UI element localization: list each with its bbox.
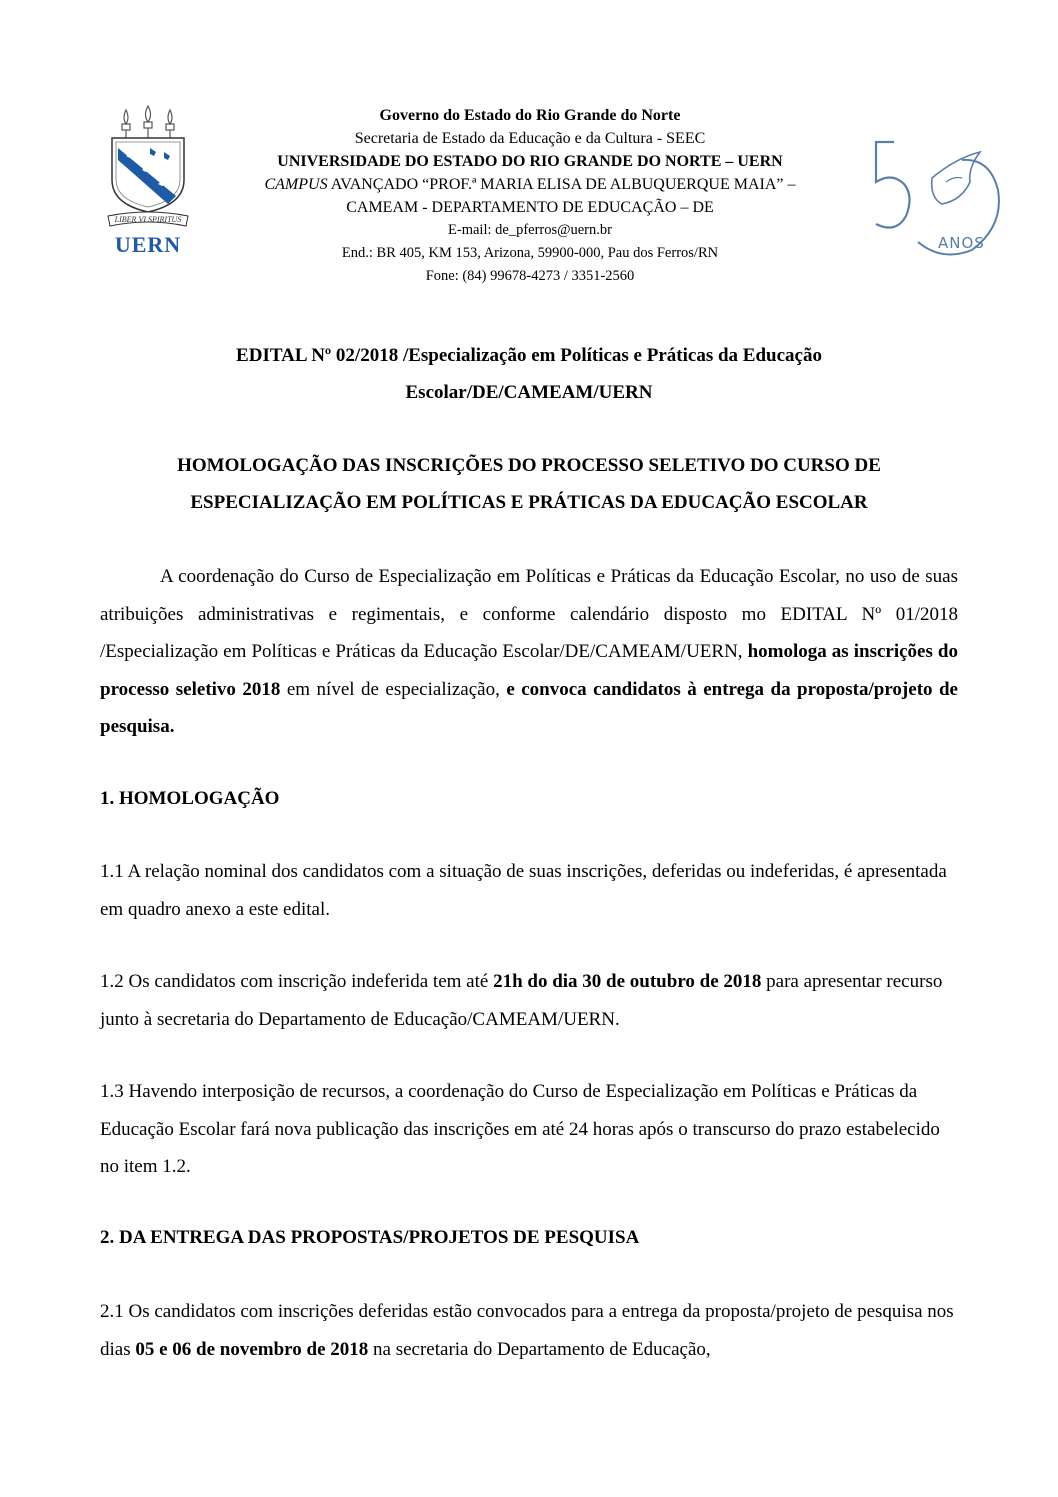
edital-subtitle bbox=[100, 447, 958, 521]
edital-title-line2: Escolar/DE/CAMEAM/UERN bbox=[405, 382, 653, 403]
header-line-university: UNIVERSIDADE DO ESTADO DO RIO GRANDE DO NORTE – UERN bbox=[277, 153, 783, 170]
intro-paragraph bbox=[100, 558, 958, 746]
intro-bold-a: homologa as inscrições do processo seletivo 2018 bbox=[100, 641, 958, 700]
header-line-secretariat: Secretaria de Estado da Educação e da Cultura - SEEC bbox=[354, 130, 706, 147]
campus-word: CAMPUS bbox=[264, 176, 328, 193]
intro-bold-b: e convoca candidatos à entrega da proposta/projeto de pesquisa. bbox=[100, 678, 958, 737]
section-2-item-1 bbox=[100, 1293, 958, 1368]
edital-title bbox=[100, 337, 958, 411]
item-2-1-text-b: na secretaria do Departamento de Educação, bbox=[368, 1338, 711, 1360]
intro-text-a: A coordenação do Curso de Especialização em Políticas e Práticas da Educação Escolar, no uso de suas atribuições administrativas e regimentais, e conforme calendário disposto mo EDITAL Nº 01/2018 /Especialização em Políticas e Práticas da Educação Escolar/DE/CAMEAM/UERN, bbox=[100, 566, 958, 662]
uern-motto: LIBER VI SPIRITUS bbox=[114, 215, 182, 224]
item-2-1-text-a: 2.1 Os candidatos com inscrições deferidas estão convocados para a entrega da proposta/projeto de pesquisa nos dias bbox=[100, 1301, 954, 1360]
fifty-years-logo bbox=[872, 138, 1004, 260]
item-2-deadline: 21h do dia 30 de outubro de 2018 bbox=[493, 971, 762, 992]
section-1-heading: 1. HOMOLOGAÇÃO bbox=[100, 788, 280, 809]
section-1-item-3: 1.3 Havendo interposição de recursos, a coordenação do Curso de Especialização em Políticas e Práticas da Educação Escolar fará nova publicação das inscrições em até 24 horas após o transcurso do prazo estabelecido no item 1.2. bbox=[100, 1081, 940, 1177]
header-line-email: E-mail: de_pferros@uern.br bbox=[448, 222, 612, 238]
header-line-phone: Fone: (84) 99678-4273 / 3351-2560 bbox=[425, 268, 635, 284]
uern-logo bbox=[106, 104, 190, 260]
campus-name: AVANÇADO “PROF.ª MARIA ELISA DE ALBUQUERQUE MAIA” – bbox=[327, 176, 796, 193]
header-line-department: CAMEAM - DEPARTAMENTO DE EDUCAÇÃO – DE bbox=[346, 199, 714, 216]
intro-text-b: em nível de especialização, bbox=[280, 678, 507, 700]
section-1-item-1: 1.1 A relação nominal dos candidatos com a situação de suas inscrições, deferidas ou indeferidas, é apresentada em quadro anexo a este edital. bbox=[100, 861, 947, 920]
uern-name: UERN bbox=[114, 232, 182, 257]
section-2-heading: 2. DA ENTREGA DAS PROPOSTAS/PROJETOS DE PESQUISA bbox=[100, 1227, 640, 1248]
item-2-1-dates: 05 e 06 de novembro de 2018 bbox=[135, 1338, 369, 1360]
item-2-text-a: 1.2 Os candidatos com inscrição indeferida tem até bbox=[100, 971, 494, 992]
header-line-address: End.: BR 405, KM 153, Arizona, 59900-000, Pau dos Ferros/RN bbox=[341, 245, 719, 261]
edital-subtitle-line2: ESPECIALIZAÇÃO EM POLÍTICAS E PRÁTICAS DA EDUCAÇÃO ESCOLAR bbox=[190, 492, 868, 513]
section-1-item-2 bbox=[100, 963, 958, 1038]
edital-subtitle-line1: HOMOLOGAÇÃO DAS INSCRIÇÕES DO PROCESSO SELETIVO DO CURSO DE bbox=[177, 455, 881, 476]
institution-header bbox=[210, 104, 850, 288]
item-2-text-b: para apresentar recurso junto à secretaria do Departamento de Educação/CAMEAM/UERN. bbox=[100, 971, 943, 1030]
edital-title-line1: EDITAL Nº 02/2018 /Especialização em Políticas e Práticas da Educação bbox=[236, 345, 822, 366]
fifty-years-label: ANOS bbox=[938, 234, 985, 252]
header-line-government: Governo do Estado do Rio Grande do Norte bbox=[379, 107, 681, 124]
header-line-campus bbox=[210, 173, 850, 196]
